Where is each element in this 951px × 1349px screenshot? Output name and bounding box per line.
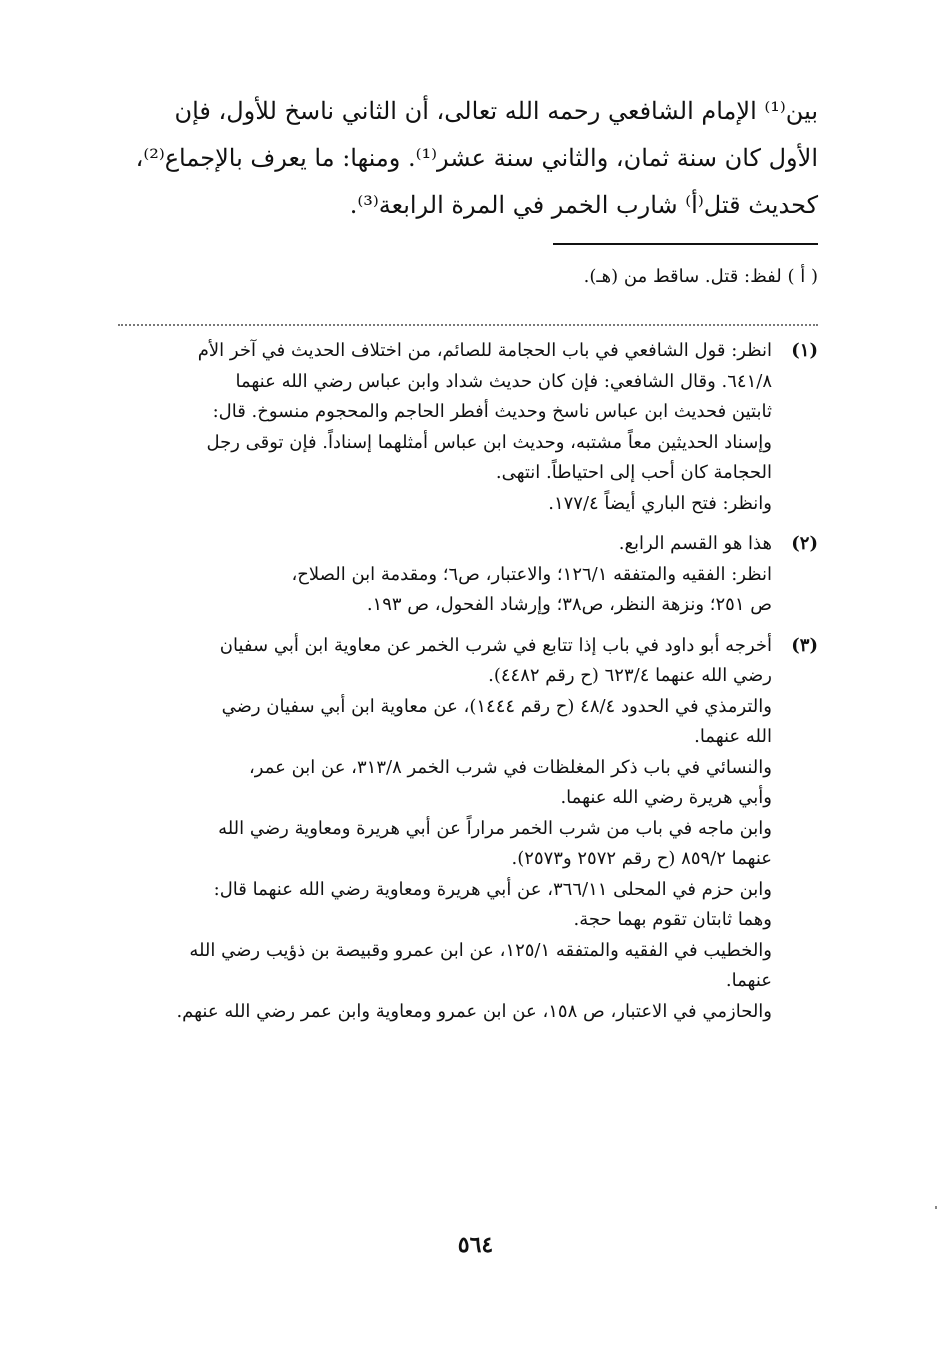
- footnote-line: وهما ثابتان تقوم بهما حجة.: [573, 909, 772, 930]
- footnote-line: عنهما.: [725, 970, 772, 991]
- footnote-line: ثابتين فحديث ابن عباس ناسخ وحديث أفطر الحاجم والمحجوم منسوخ. قال:: [212, 401, 772, 422]
- footnote-line: وابن حزم في المحلى ٣٦٦/١١، عن أبي هريرة ومعاوية رضي الله عنهما قال:: [213, 878, 772, 900]
- footnote-body: [118, 529, 772, 621]
- footnote-line: وانظر: فتح الباري أيضاً ١٧٧/٤.: [548, 492, 772, 514]
- footnote-number: (١): [791, 340, 818, 361]
- main-text-line: كحديث قتل⁽أ⁾ شارب الخمر في المرة الرابعة⁽³⁾.: [349, 191, 818, 219]
- footnote-body: [118, 631, 772, 1028]
- footnote-line: والترمذي في الحدود ٤٨/٤ (ح رقم ١٤٤٤)، عن معاوية ابن أبي سفيان رضي: [221, 695, 772, 717]
- footnote-line: انظر: الفقيه والمتفقه ١٢٦/١؛ والاعتبار، ص٦؛ ومقدمة ابن الصلاح،: [291, 563, 772, 585]
- footnote-line: عنهما ٨٥٩/٢ (ح رقم ٢٥٧٢ و٢٥٧٣).: [511, 848, 772, 869]
- dotted-separator: [118, 324, 818, 326]
- footnote-2: [118, 529, 818, 621]
- footnote-line: هذا هو القسم الرابع.: [618, 533, 772, 554]
- footnote-line: والخطيب في الفقيه والمتفقه ١٢٥/١، عن ابن عمرو وقبيصة بن ذؤيب رضي الله: [189, 939, 772, 961]
- footnote-line: الله عنهما.: [694, 726, 772, 747]
- footnote-line: والحازمي في الاعتبار، ص ١٥٨، عن ابن عمرو ومعاوية وابن عمر رضي الله عنهم.: [176, 1000, 772, 1022]
- footnote-body: [118, 336, 772, 519]
- footnote-line: وابن ماجه في باب من شرب الخمر مراراً عن أبي هريرة ومعاوية رضي الله: [218, 817, 772, 839]
- main-text-line: بين⁽¹⁾ الإمام الشافعي رحمه الله تعالى، أن الثاني ناسخ للأول، فإن: [174, 97, 818, 125]
- footnote-line: رضي الله عنهما ٦٢٣/٤ (ح رقم ٤٤٨٢).: [488, 665, 772, 686]
- scan-speck: [935, 1206, 937, 1209]
- footnote-number: (٣): [791, 634, 818, 656]
- footnote-separator-rule: [553, 243, 818, 245]
- footnote-line: انظر: قول الشافعي في باب الحجامة للصائم، من اختلاف الحديث في آخر الأم: [197, 340, 772, 361]
- main-text-line: الأول كان سنة ثمان، والثاني سنة عشر⁽¹⁾. ومنها: ما يعرف بالإجماع⁽²⁾،: [135, 144, 818, 172]
- footnote-line: أخرجه أبو داود في باب إذا تتابع في شرب الخمر عن معاوية ابن أبي سفيان: [219, 634, 772, 656]
- footnote-line: الحجامة كان أحب إلى احتياطاً. انتهى.: [495, 462, 772, 483]
- footnote-3: [118, 631, 818, 1028]
- footnote-1: [118, 336, 818, 519]
- footnote-number: (٢): [791, 533, 818, 554]
- footnotes: [118, 336, 818, 1037]
- page-number: ٥٦٤: [457, 1232, 494, 1258]
- footnote-line: وأبي هريرة رضي الله عنهما.: [560, 787, 772, 808]
- footnote-line: ص ٢٥١؛ ونزهة النظر، ص٣٨؛ وإرشاد الفحول، ص ١٩٣.: [366, 594, 772, 615]
- footnote-line: وإسناد الحديثين معاً مشتبه، وحديث ابن عباس أمثلهما إسناداً. فإن توقى رجل: [206, 431, 772, 453]
- variant-note: ( أ ) لفظ: قتل. ساقط من (هـ).: [583, 266, 818, 287]
- footnote-line: والنسائي في باب ذكر المغلظات في شرب الخمر ٣١٣/٨، عن ابن عمر،: [248, 756, 772, 778]
- main-text: [118, 88, 818, 229]
- footnote-line: ٦٤١/٨. وقال الشافعي: فإن كان حديث شداد وابن عباس رضي الله عنهما: [235, 370, 772, 392]
